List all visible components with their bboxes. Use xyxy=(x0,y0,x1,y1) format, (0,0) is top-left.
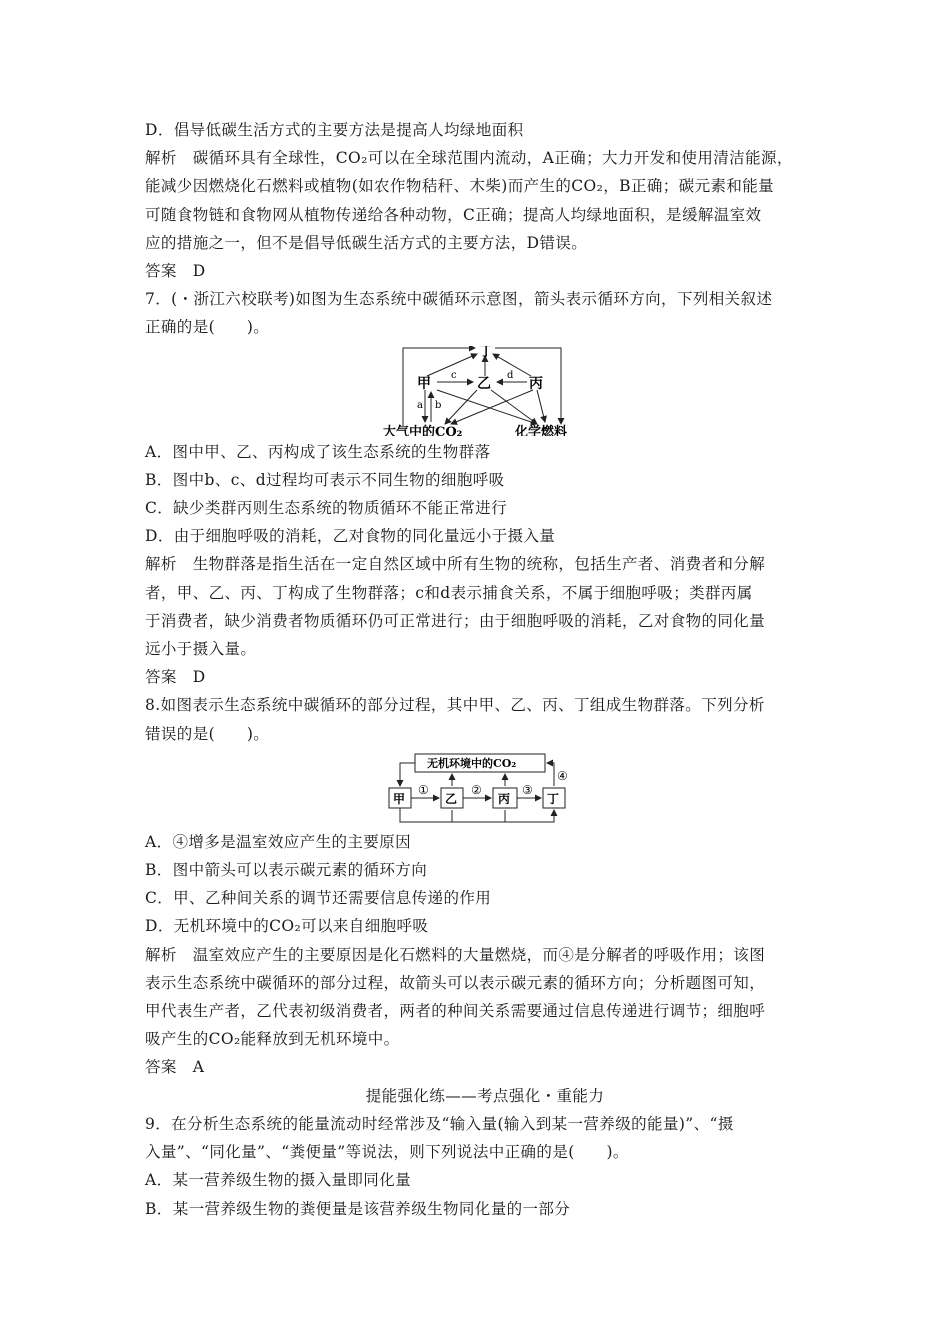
q6-answer: 答案 D xyxy=(145,262,206,281)
q7-carbon-cycle-diagram xyxy=(145,346,825,436)
node-ding: 丁 xyxy=(479,345,493,360)
label-b: b xyxy=(435,399,442,411)
arrow-label-1: ① xyxy=(418,782,429,797)
q8-analysis-line: 解析 温室效应产生的主要原因是化石燃料的大量燃烧，而④是分解者的呼吸作用；该图 xyxy=(145,945,766,964)
node-atmosphere-co2: 大气中的CO₂ xyxy=(383,424,463,436)
q6-analysis-line: 能减少因燃烧化石燃料或植物(如农作物秸秆、木柴)而产生的CO₂，B正确；碳元素和能量 xyxy=(145,177,775,196)
q7-analysis-line: 解析 生物群落是指生活在一定自然区域中所有生物的统称，包括生产者、消费者和分解 xyxy=(145,555,766,574)
q7-option: B．图中b、c、d过程均可表示不同生物的细胞呼吸 xyxy=(145,470,505,489)
q8-option: C．甲、乙种间关系的调节还需要信息传递的作用 xyxy=(145,889,492,908)
q7-analysis-line: 于消费者，缺少消费者物质循环仍可正常进行；由于细胞呼吸的消耗，乙对食物的同化量 xyxy=(145,611,766,630)
node-bing: 丙 xyxy=(498,791,511,806)
q8-analysis-line: 表示生态系统中碳循环的部分过程，故箭头可以表示碳元素的循环方向；分析题图可知， xyxy=(145,973,766,992)
node-yi: 乙 xyxy=(445,791,458,806)
q6-option-d: D．倡导低碳生活方式的主要方法是提高人均绿地面积 xyxy=(145,121,524,139)
q7-stem-line: 7．(・浙江六校联考)如图为生态系统中碳循环示意图，箭头表示循环方向，下列相关叙述 xyxy=(145,290,773,309)
q7-stem-line: 正确的是( )。 xyxy=(145,318,270,337)
q9-stem-line: 9．在分析生态系统的能量流动时经常涉及“输入量(输入到某一营养级的能量)”、“摄 xyxy=(145,1114,734,1133)
q7-analysis-line: 远小于摄入量。 xyxy=(145,640,257,659)
q9-stem-line: 入量”、“同化量”、“粪便量”等说法，则下列说法中正确的是( )。 xyxy=(145,1143,629,1162)
q8-answer: 答案 A xyxy=(145,1058,205,1077)
q7-option: C．缺少类群丙则生态系统的物质循环不能正常进行 xyxy=(145,499,508,518)
q8-option: B．图中箭头可以表示碳元素的循环方向 xyxy=(145,861,428,880)
q6-analysis-line: 解析 碳循环具有全球性，CO₂可以在全球范围内流动，A正确；大力开发和使用清洁能源， xyxy=(145,149,793,168)
node-ding: 丁 xyxy=(547,791,560,806)
label-a: a xyxy=(417,399,423,411)
q6-analysis-line: 可随食物链和食物网从植物传递给各种动物，C正确；提高人均绿地面积，是缓解温室效 xyxy=(145,205,762,224)
node-jia: 甲 xyxy=(417,375,431,392)
q8-analysis-line: 吸产生的CO₂能释放到无机环境中。 xyxy=(145,1030,400,1049)
section-title: 提能强化练——考点强化・重能力 xyxy=(365,1086,605,1105)
q7-option: A．图中甲、乙、丙构成了该生态系统的生物群落 xyxy=(145,442,491,461)
node-yi: 乙 xyxy=(477,375,491,392)
q8-analysis-line: 甲代表生产者，乙代表初级消费者，两者的种间关系需要通过信息传递进行调节；细胞呼 xyxy=(145,1002,766,1021)
arrow-label-4: ④ xyxy=(557,768,568,783)
q8-stem-line: 错误的是( )。 xyxy=(145,724,270,743)
q8-option: A．④增多是温室效应产生的主要原因 xyxy=(145,832,411,851)
arrow-label-3: ③ xyxy=(522,782,533,797)
q8-carbon-cycle-diagram xyxy=(145,752,825,826)
node-bing: 丙 xyxy=(529,375,543,392)
arrow-label-2: ② xyxy=(471,782,482,797)
q7-answer: 答案 D xyxy=(145,668,206,687)
node-fossil-fuel: 化学燃料 xyxy=(515,424,568,436)
node-jia: 甲 xyxy=(393,791,406,806)
label-d: d xyxy=(507,369,514,381)
q8-stem-line: 8.如图表示生态系统中碳循环的部分过程，其中甲、乙、丙、丁组成生物群落。下列分析 xyxy=(145,696,765,715)
q8-option: D．无机环境中的CO₂可以来自细胞呼吸 xyxy=(145,917,429,936)
q9-option: B．某一营养级生物的粪便量是该营养级生物同化量的一部分 xyxy=(145,1199,571,1218)
q7-analysis-line: 者，甲、乙、丙、丁构成了生物群落；c和d表示捕食关系，不属于细胞呼吸；类群丙属 xyxy=(145,583,753,602)
label-c: c xyxy=(451,369,457,381)
env-co2-box: 无机环境中的CO₂ xyxy=(427,756,517,770)
document-page xyxy=(145,116,825,1223)
q9-option: A．某一营养级生物的摄入量即同化量 xyxy=(145,1171,411,1190)
q7-option: D．由于细胞呼吸的消耗，乙对食物的同化量远小于摄入量 xyxy=(145,527,556,546)
q6-analysis-line: 应的措施之一，但不是倡导低碳生活方式的主要方法，D错误。 xyxy=(145,233,588,252)
